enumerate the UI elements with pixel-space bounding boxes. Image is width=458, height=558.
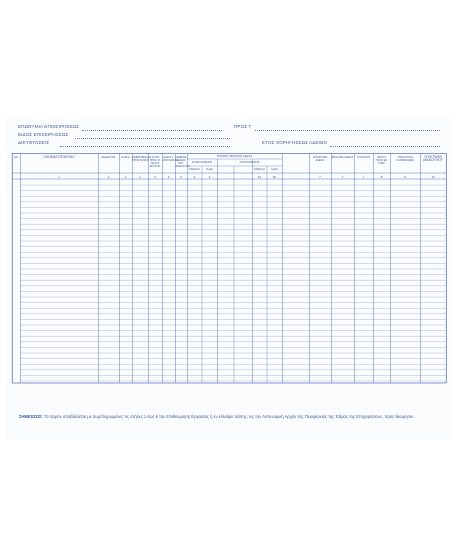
column-number: 5 [180,174,182,179]
column-header: ΑΠΟΔΟΧΕΣ ΑΔΕΙΑΣ [312,156,328,162]
column-number: 8 [380,174,383,179]
column-number: 5 [154,174,156,179]
subcolumn-header: ΕΝΑΡΞΗ [254,168,265,171]
column-header: ΗΜΕΡΟΜΗΝΙΑ ΠΡΟΣΛΗΨΗΣ [132,156,151,162]
column-header: ΕΙΔΙΚΟΤΗΣ [101,156,116,159]
column-number: 1 [58,174,60,179]
column-number: 6β [272,174,277,179]
notes-text: Το παρόν υποβάλλεται με συμπληρωμένες τις στήλες 1 έως 6 την Επιθεώρηση Εργασίας ή εν ελλείψει ταύτης, εις την Αστυνομική Αρχήν της Περιφέρειας της Έδρας της Επιχειρήσεως, προς θεώρησιν. [44,414,415,419]
column-header: ΥΠΟΓΡΑΦΗ ΔΙΚΑΙΟΥΧΟΥ [423,155,443,162]
column-number: 3 [124,174,127,179]
column-header: ΗΛΙΚΙΑ [121,156,130,159]
notes-label: ΣΗΜΕΙΩΣΙΣ: [19,414,43,419]
column-number: 7 [362,174,365,179]
ledger-grid [12,153,446,384]
subgroup-header: ΣΥΝΕΧΟΜΕΝΗΣ [192,161,212,164]
column-number: 9 [404,174,406,179]
subcolumn-header: ΛΗΞΗ [270,168,279,171]
column-number: 10 [431,174,435,179]
address-label: ΔΙΕΥΘΥΝΣΕΙΣ [18,140,50,145]
group-header: ΧΡΟΝΙΚΗ ΠΕΡΙΟΔΟΣ ΑΔΕΙΑΣ [216,154,253,158]
address-field[interactable] [60,146,230,147]
column-header: ΕΠΙΔΟΜΑ ΑΔΕΙΑΣ [331,156,354,159]
column-number: 6 [193,174,196,179]
column-header: ΓΙΑ ΠΙΟ ΠΡΙΝ ΤΟ ΤΕΛΟΣ ΕΡΓΑΣΙΑ [149,156,161,168]
column-header: ΥΠΟΛΟΙΠΟΝ ΚΑΤΑΒΛΗΘΕΝ [396,156,414,162]
column-number: 6α [257,174,262,179]
year-field[interactable] [330,146,440,147]
company-name-label: ΕΠΩΝΥΜΙΑ ΕΠΙΧΕΙΡΗΣΕΩΣ [18,124,80,129]
column-header: ΦΟΡΟΙ ΠΟΣΟ ΕΚ ΥΠΕΡ [375,156,388,165]
column-header: ΕΙΔΟΣ Γ ΑΠΟΧΩΡΗΣΗ [162,156,179,162]
notes-block [19,414,439,420]
column-number: 7 [341,174,344,179]
column-number: 4 [139,174,141,179]
column-header: ΟΝΟΜΑΤΕΠΩΝΥΜΟ [43,155,75,159]
column-number: 2 [107,174,110,179]
column-header: ΣΥΝΟΛΟΝ [357,156,370,159]
to-label: ΠΡΟΣ Τ [234,124,252,129]
subcolumn-header: ΕΝΑΡΞΗ [189,168,200,171]
leave-ledger-table [12,153,446,384]
column-header: Α/Α [13,156,19,159]
column-number: 7 [319,174,321,179]
company-name-field[interactable] [82,130,222,131]
business-type-field[interactable] [75,138,230,139]
business-type-label: ΕΙΔΟΣ ΕΠΙΧΕΙΡΗΣΕΩΣ [18,132,69,137]
column-number: 6 [208,174,211,179]
year-label: ΕΤΟΣ ΧΟΡΗΓΗΣΕΩΣ ΑΔΕΙΩΝ [262,140,327,145]
column-header: ΗΜΕΡΕΣ ΑΔΕΙΑΣ ΠΟΥ ΔΙΚΑΙΟΥΤΑΙ [175,156,190,168]
column-number: 6 [167,174,170,179]
subcolumn-header: ΛΗΞΗ [205,168,214,171]
subgroup-header: ΧΟΡΗΓΗΘΕΙΣΑΣ [239,161,260,164]
to-field[interactable] [255,130,440,131]
